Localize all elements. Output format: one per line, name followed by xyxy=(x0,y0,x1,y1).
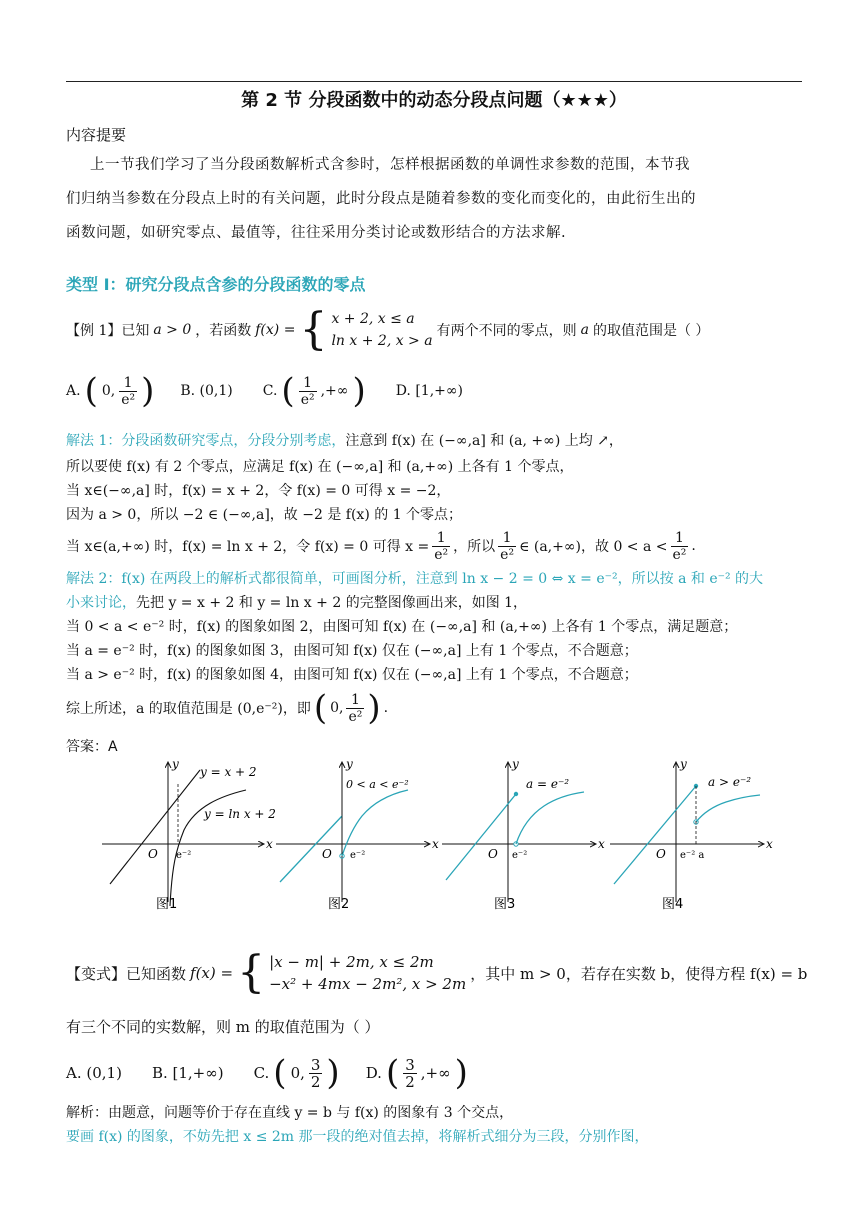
fig4-xlabel: x xyxy=(766,837,773,851)
example1-case2: ln x + 2, x > a xyxy=(331,333,433,349)
page-title: 第 2 节 分段函数中的动态分段点问题（★★★） xyxy=(241,90,627,111)
solution1-line2: 所以要使 f(x) 有 2 个零点，应满足 f(x) 在 (−∞,a] 和 (a,+∞) 上各有 1 个零点， xyxy=(66,459,574,475)
summary-heading: 内容提要 xyxy=(66,126,127,144)
variant-lead: 【变式】已知函数 xyxy=(66,964,187,983)
summary-paragraph-line2: 们归纳当参数在分段点上时的有关问题，此时分段点是随着参数的变化而变化的，由此衍生出的 xyxy=(66,191,696,207)
solution2-line6-end: . xyxy=(383,700,389,716)
fig4-label: a > e⁻² xyxy=(708,775,752,789)
variant-option-c-label: C. xyxy=(253,1064,270,1082)
variant-option-d-den: 2 xyxy=(405,1072,415,1091)
fig3-closed-point xyxy=(514,792,518,796)
solution1-line1 xyxy=(66,430,623,450)
fig2-xlabel: x xyxy=(432,837,439,851)
fig3-xlabel: x xyxy=(598,837,605,851)
fig2-right-piece xyxy=(342,790,408,856)
solution1-frac3-den: e² xyxy=(672,546,687,563)
solution1-frac3-num: 1 xyxy=(671,530,689,547)
solution2-line4: 当 a = e⁻² 时，f(x) 的图象如图 3，由图可知 f(x) 仅在 (−∞,a] 上有 1 个零点，不合题意； xyxy=(66,643,638,659)
option-a[interactable] xyxy=(66,371,155,411)
variant-option-c[interactable] xyxy=(253,1053,340,1093)
option-a-num: 1 xyxy=(119,375,137,392)
fig4-origin: O xyxy=(656,847,666,861)
example1-options xyxy=(66,368,463,414)
solution1-line5 xyxy=(66,526,696,566)
solution1-line4: 因为 a > 0，所以 −2 ∈ (−∞,a]，故 −2 是 f(x) 的 1 个零点； xyxy=(66,507,463,523)
solution1-line3: 当 x∈(−∞,a] 时，f(x) = x + 2，令 f(x) = 0 可得 x = −2， xyxy=(66,483,451,499)
fig3-left-piece xyxy=(446,794,516,880)
solution2-frac-den: e² xyxy=(348,708,363,725)
example1-var: a xyxy=(580,322,589,338)
fig1-line-curve xyxy=(110,770,200,884)
figure-4 xyxy=(610,757,773,912)
solution1-frac1-den: e² xyxy=(434,546,449,563)
option-c-post: ,+∞ xyxy=(320,383,349,399)
variant-option-c-right-paren: ) xyxy=(326,1053,340,1093)
fig3-right-piece xyxy=(516,792,584,844)
solution1-fraction-1 xyxy=(432,530,450,563)
fig1-caption: 图1 xyxy=(156,897,178,912)
option-a-right-paren: ) xyxy=(141,371,155,411)
option-a-left-paren: ( xyxy=(84,371,98,411)
fig2-left-piece xyxy=(280,816,342,882)
example1-cases xyxy=(331,308,432,352)
example1-mid: ，若函数 xyxy=(195,323,252,339)
variant-cases xyxy=(269,951,466,995)
fig3-label: a = e⁻² xyxy=(526,777,570,791)
solution1-line1-rest: 注意到 f(x) 在 (−∞,a] 和 (a, +∞) 上均 ↗， xyxy=(345,433,623,449)
example1-condition: a > 0 xyxy=(153,322,192,338)
option-c-right-paren: ) xyxy=(352,371,366,411)
example1-case1: x + 2, x ≤ a xyxy=(331,311,415,327)
variant-option-a[interactable]: A. (0,1) xyxy=(66,1064,122,1082)
variant-option-d-fraction xyxy=(403,1057,417,1090)
solution1-line5-end: . xyxy=(691,538,696,554)
solution2-frac-num: 1 xyxy=(346,692,364,709)
variant-option-d-post: ,+∞ xyxy=(420,1064,451,1082)
header-rule xyxy=(66,81,802,82)
variant-option-b[interactable]: B. [1,+∞) xyxy=(151,1064,224,1082)
option-a-fraction xyxy=(119,375,137,408)
example1-tail2: 的取值范围是（ ） xyxy=(592,323,710,339)
fig1-origin: O xyxy=(148,847,158,861)
variant-option-d[interactable] xyxy=(365,1053,468,1093)
example1-brace: { xyxy=(299,304,328,355)
solution1-fraction-3 xyxy=(671,530,689,563)
option-c-left-paren: ( xyxy=(281,371,295,411)
fig3-caption: 图3 xyxy=(494,897,516,912)
figure-3 xyxy=(442,757,605,912)
variant-options xyxy=(66,1050,468,1096)
solution2-left-paren: ( xyxy=(313,688,328,728)
fig3-xtick: e⁻² xyxy=(512,850,528,861)
solution2-line2 xyxy=(66,592,527,612)
option-c-num: 1 xyxy=(299,375,317,392)
summary-paragraph-line1: 上一节我们学习了当分段函数解析式含参时，怎样根据函数的单调性求参数的范围，本节我 xyxy=(90,157,690,173)
fig1-xtick: e⁻² xyxy=(176,850,192,861)
solution2-line5: 当 a > e⁻² 时，f(x) 的图象如图 4，由图可知 f(x) 仅在 (−∞,a] 上有 1 个零点，不合题意； xyxy=(66,667,638,683)
solution2-right-paren: ) xyxy=(367,688,381,728)
solution2-line6 xyxy=(66,688,388,728)
variant-option-d-num: 3 xyxy=(405,1055,415,1074)
example1-tail: 有两个不同的零点，则 xyxy=(436,323,577,339)
analysis-line2: 要画 f(x) 的图象，不妨先把 x ≤ 2m 那一段的绝对值去掉，将解析式细分为三段，分别作图， xyxy=(66,1129,649,1145)
fig2-origin: O xyxy=(322,847,332,861)
variant-option-d-right-paren: ) xyxy=(454,1053,468,1093)
fig2-xtick: e⁻² xyxy=(350,850,366,861)
fig4-xtick: e⁻² a xyxy=(680,850,705,861)
solution1-fraction-2 xyxy=(498,530,516,563)
answer-line: 答案：A xyxy=(66,739,118,755)
variant-tail: ，其中 m > 0，若存在实数 b，使得方程 f(x) = b xyxy=(470,964,808,983)
solution1-line5-pre: 当 x∈(a,+∞) 时，f(x) = ln x + 2，令 f(x) = 0 可得 x = xyxy=(66,539,430,555)
figures-row xyxy=(96,756,776,916)
fig1-label-line: y = x + 2 xyxy=(200,765,257,779)
analysis-line1: 解析：由题意，问题等价于存在直线 y = b 与 f(x) 的图象有 3 个交点， xyxy=(66,1105,514,1121)
fig4-caption: 图4 xyxy=(662,897,684,912)
solution2-line3: 当 0 < a < e⁻² 时，f(x) 的图象如图 2，由图可知 f(x) 在 (−∞,a] 和 (a,+∞) 上各有 1 个零点，满足题意； xyxy=(66,619,738,635)
example1-statement xyxy=(66,305,709,355)
option-c-fraction xyxy=(299,375,317,408)
option-a-pre: 0, xyxy=(101,383,116,399)
variant-option-c-pre: 0, xyxy=(290,1064,305,1082)
option-c-label: C. xyxy=(262,383,278,399)
solution1-frac2-num: 1 xyxy=(498,530,516,547)
fig1-ylabel: y xyxy=(172,757,179,771)
option-a-den: e² xyxy=(121,391,136,408)
figure-1 xyxy=(102,757,276,912)
variant-option-c-fraction xyxy=(309,1057,323,1090)
summary-paragraph-line3: 函数问题，如研究零点、最值等，往往采用分类讨论或数形结合的方法求解. xyxy=(66,225,567,241)
fig3-origin: O xyxy=(488,847,498,861)
variant-option-c-den: 2 xyxy=(310,1072,321,1091)
fig4-left-piece xyxy=(614,786,696,884)
solution2-line2-teal: 小来讨论， xyxy=(66,595,136,611)
variant-line2: 有三个不同的实数解，则 m 的取值范围为（ ） xyxy=(66,1018,380,1036)
solution2-line1: 解法 2：f(x) 在两段上的解析式都很简单，可画图分析，注意到 ln x − 2 = 0 ⇔ x = e⁻²，所以按 a 和 e⁻² 的大 xyxy=(66,571,764,587)
fig2-ylabel: y xyxy=(346,757,353,771)
variant-option-d-left-paren: ( xyxy=(385,1053,400,1093)
variant-case2: −x² + 4mx − 2m², x > 2m xyxy=(269,975,467,993)
variant-option-c-num: 3 xyxy=(310,1055,321,1074)
solution2-line2-rest: 先把 y = x + 2 和 y = ln x + 2 的完整图像画出来，如图 1， xyxy=(136,595,528,611)
variant-brace: { xyxy=(237,947,266,998)
option-d[interactable]: D. [1,+∞) xyxy=(395,383,464,399)
variant-statement xyxy=(66,946,807,1000)
fig1-label-log: y = ln x + 2 xyxy=(204,807,276,821)
option-a-label: A. xyxy=(66,383,81,399)
figure-2 xyxy=(276,757,439,912)
option-b[interactable]: B. (0,1) xyxy=(180,383,233,399)
fig4-right-piece xyxy=(696,795,760,822)
solution1-frac1-num: 1 xyxy=(432,530,450,547)
solution2-line6-pre: 综上所述，a 的取值范围是 (0,e⁻²)，即 xyxy=(66,701,311,717)
solution2-line6-pre2: 0, xyxy=(330,700,344,716)
option-c[interactable] xyxy=(262,371,366,411)
variant-option-d-label: D. xyxy=(365,1064,382,1082)
solution1-frac2-den: e² xyxy=(500,546,515,563)
option-c-den: e² xyxy=(300,391,315,408)
variant-case1: |x − m| + 2m, x ≤ 2m xyxy=(269,953,434,971)
fig3-ylabel: y xyxy=(512,757,519,771)
type1-heading: 类型 Ⅰ：研究分段点含参的分段函数的零点 xyxy=(66,275,366,294)
solution1-line5-mid: ，所以 xyxy=(453,539,496,555)
variant-function-name: f(x) = xyxy=(190,964,234,982)
fig2-caption: 图2 xyxy=(328,897,350,912)
solution1-line1-teal: 解法 1：分段函数研究零点，分段分别考虑， xyxy=(66,433,346,449)
fig4-ylabel: y xyxy=(680,757,687,771)
solution1-line5-mid2: ∈ (a,+∞)，故 0 < a < xyxy=(519,539,668,555)
example1-function-name: f(x) = xyxy=(255,322,296,338)
fig2-label: 0 < a < e⁻² xyxy=(346,778,409,791)
fig1-xlabel: x xyxy=(266,837,273,851)
variant-option-c-left-paren: ( xyxy=(273,1053,287,1093)
solution2-fraction xyxy=(346,692,364,725)
example1-lead: 【例 1】已知 xyxy=(66,323,150,339)
